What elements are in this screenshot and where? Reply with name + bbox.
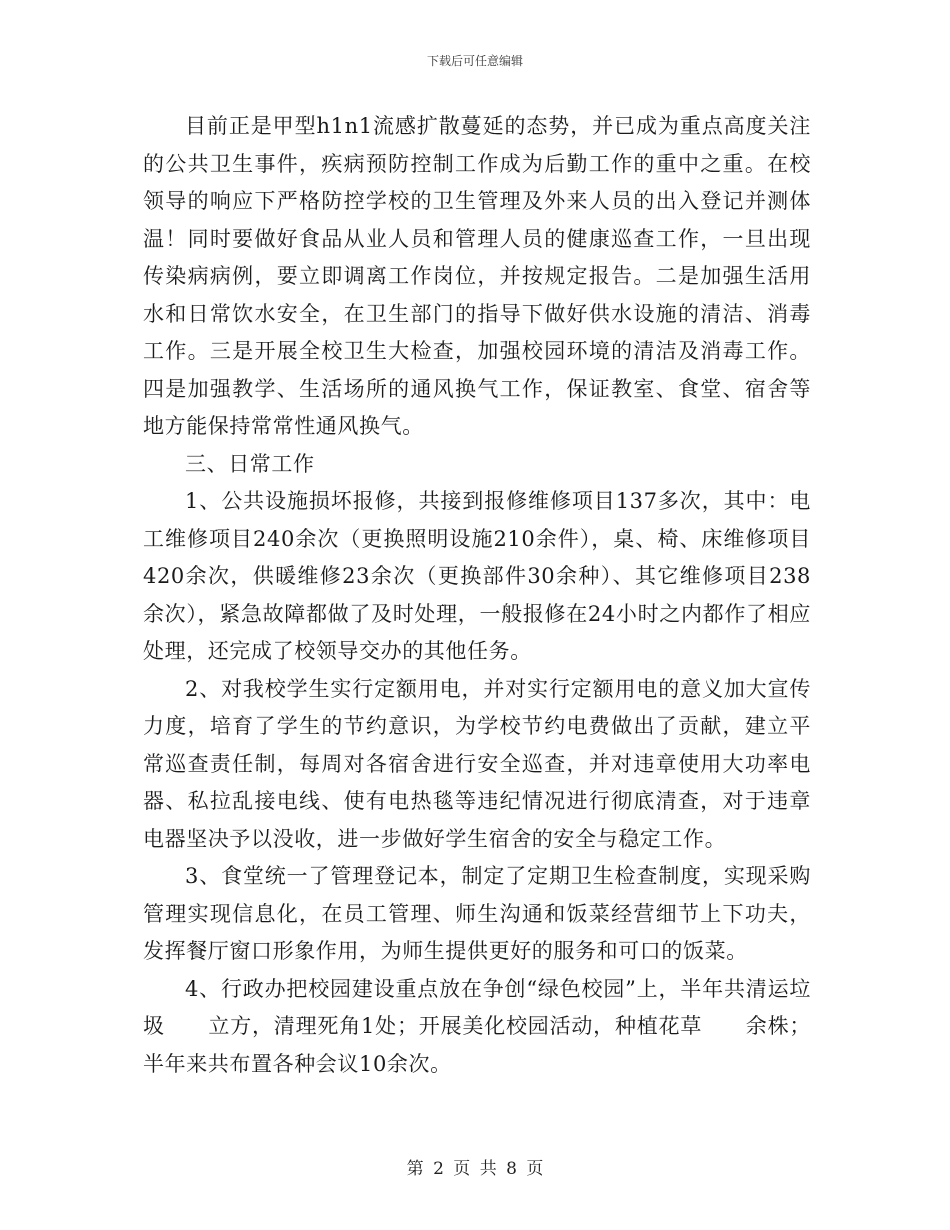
section-heading-daily-work: 三、日常工作	[185, 451, 315, 476]
paragraph-electricity-quota: 2、对我校学生实行定额用电，并对实行定额用电的意义加大宣传力度，培育了学生的节约意识，为学校节约电费做出了贡献，建立平常巡查责任制，每周对各宿舍进行安全巡查，并对违章使用大功率电器、私拉乱接电线、使有电热毯等违纪情况进行彻底清查，对于违章电器坚决予以没收，进一步做好学生宿舍的安全与稳定工作。	[143, 676, 811, 851]
document-body	[143, 108, 811, 1083]
paragraph-canteen: 3、食堂统一了管理登记本，制定了定期卫生检查制度，实现采购管理实现信息化，在员工管理、师生沟通和饭菜经营细节上下功夫，发挥餐厅窗口形象作用，为师生提供更好的服务和可口的饭菜。	[143, 864, 811, 963]
paragraph-green-campus: 4、行政办把校园建设重点放在争创“绿色校园”上，半年共清运垃圾 立方，清理死角1处；开展美化校园活动，种植花草 余株；半年来共布置各种会议10余次。	[143, 976, 811, 1076]
paragraph-repairs: 1、公共设施损坏报修，共接到报修维修项目137多次，其中：电工维修项目240余次（更换照明设施210余件），桌、椅、床维修项目420余次，供暖维修23余次（更换部件30余种）、其它维修项目238余次），紧急故障都做了及时处理，一般报修在24小时之内都作了相应处理，还完成了校领导交办的其他任务。	[143, 489, 811, 663]
page-header-note: 下载后可任意编辑	[426, 54, 523, 68]
paragraph-epidemic-prevention: 目前正是甲型h1n1流感扩散蔓延的态势，并已成为重点高度关注的公共卫生事件，疾病预防控制工作成为后勤工作的重中之重。在校领导的响应下严格防控学校的卫生管理及外来人员的出入登记并测体温！同时要做好食品从业人员和管理人员的健康巡查工作，一旦出现传染病病例，要立即调离工作岗位，并按规定报告。二是加强生活用水和日常饮水安全，在卫生部门的指导下做好供水设施的清洁、消毒工作。三是开展全校卫生大检查，加强校园环境的清洁及消毒工作。四是加强教学、生活场所的通风换气工作，保证教室、食堂、宿舍等地方能保持常常性通风换气。	[143, 114, 811, 438]
page-number-footer: 第 2 页 共 8 页	[406, 1159, 544, 1179]
